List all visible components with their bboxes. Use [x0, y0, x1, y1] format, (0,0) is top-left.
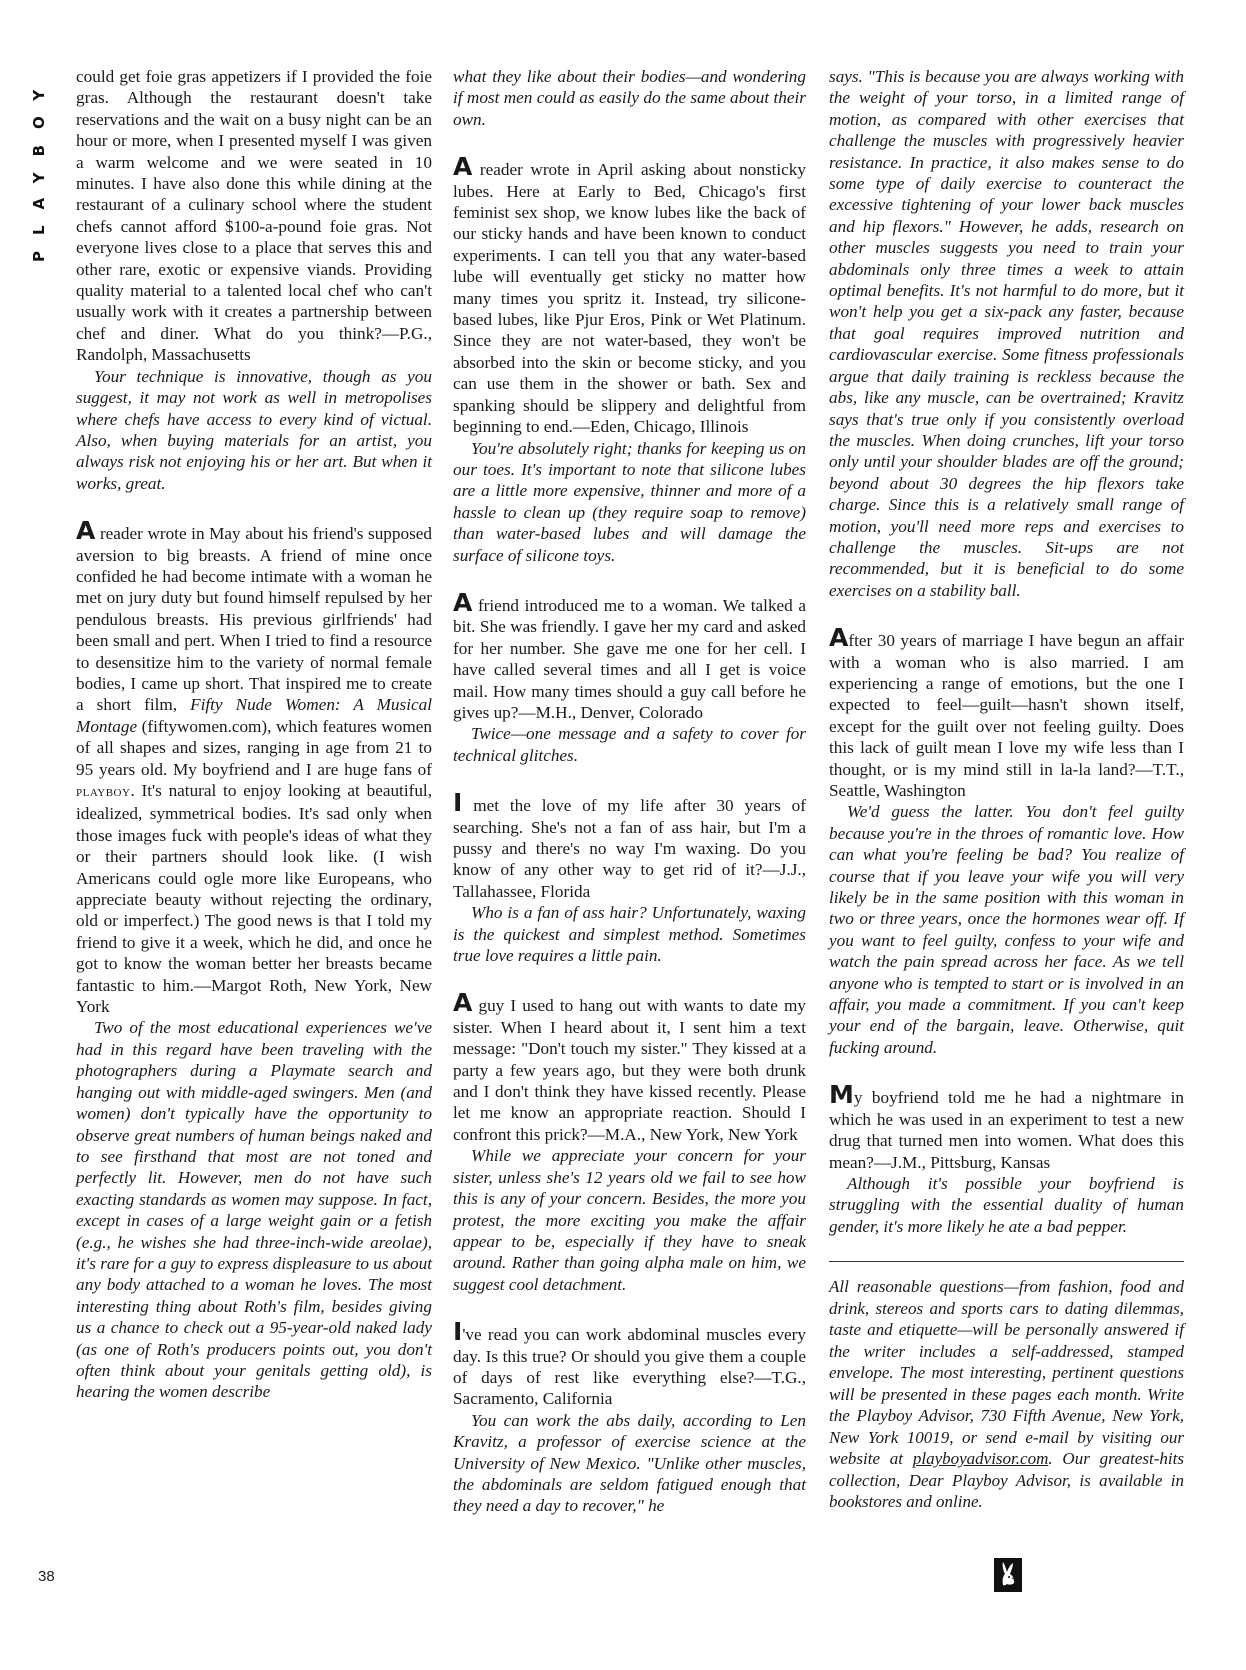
drop-cap: A [453, 587, 473, 617]
column-2 [453, 66, 806, 1517]
letter-paragraph: A reader wrote in April asking about nonsticky lubes. Here at Early to Bed, Chicago's first feminist sex shop, we know lubes like the back of our sticky hands and have been known to conduct experiments. I can tell you that any water-based lube will eventually get sticky no matter how many times you spritz it. Instead, try silicone-based lubes, like Pjur Eros, Pink or Wet Platinum. Since they are not water-based, they won't be absorbed into the skin or become sticky, and you can use them in the shower or bath. Sex and spanking should be slippery and delightful from beginning to end.—Eden, Chicago, Illinois [453, 152, 806, 437]
answer-paragraph: You can work the abs daily, according to Len Kravitz, a professor of exercise science at the University of New Mexico. "Unlike other muscles, the abdominals are seldom fatigued enough that they need a day to recover," he [453, 1410, 806, 1516]
answer-paragraph: says. "This is because you are always working with the weight of your torso, in a limited range of motion, as compared with other exercises that challenge the muscles with progressively heavier resistance. In practice, it also makes sense to do some type of daily exercise to counteract the excessive tightening of your lower back muscles and hip flexors." However, he adds, research on other muscles suggests you need to train your abdominals only three times a week to attain optimal benefits. It's not harmful to do more, but it won't help you get a six-pack any faster, because that goal requires improved nutrition and cardiovascular exercise. Some fitness professionals argue that daily training is reckless because the abs, like any muscle, can be overtrained; Kravitz says that's true only if you consistently overload the muscles. When doing crunches, lift your torso only until your shoulder blades are off the ground; beyond about 30 degrees the hip flexors take charge. Since this is a relatively small range of motion, you'll need more reps and exercises to challenge the muscles. Sit-ups are not recommended, but it is beneficial to do some exercises on a stability ball. [829, 67, 1184, 600]
side-brand: PLAYBOY [30, 73, 48, 263]
rabbit-head-icon [994, 1558, 1022, 1592]
magazine-name: playboy [76, 784, 131, 800]
film-title: Fifty Nude Women: A Musical Montage [76, 695, 432, 736]
letter-paragraph: A guy I used to hang out with wants to date my sister. When I heard about it, I sent him a text message: "Don't touch my sister." They kissed at a party a few years ago, but they were both drunk and I don't think they have kissed recently. Please let me know an appropriate reaction. Should I confront this prick?—M.A., New York, New York [453, 988, 806, 1144]
answer-paragraph: Two of the most educational experiences we've had in this regard have been traveling with the photographers during a Playmate search and hanging out with middle-aged swingers. Men (and women) don't typically have the opportunity to observe great numbers of human beings naked and to see firsthand that most are not toned and perfectly lit. However, men do not have such exacting standards as women may suppose. In fact, except in cases of a large weight gain or a fetish (e.g., he wishes she had three-inch-wide areolae), it's rare for a guy to express displeasure to us about any body attached to a woman he loves. The most interesting thing about Roth's film, besides giving us a chance to check out a 95-year-old naked lady (as one of Roth's producers points out, you don't often think about your genitals getting old), is hearing the women describe [76, 1018, 433, 1402]
advisor-note: All reasonable questions—from fashion, food and drink, stereos and sports cars to dating dilemmas, taste and etiquette—will be personally answered if the writer includes a self-addressed, stamped envelope. The most interesting, pertinent questions will be presented in these pages each month. Write the Playboy Advisor, 730 Fifth Avenue, New York, New York 10019, or send e-mail by visiting our website at playboyadvisor.com. Our greatest-hits collection, Dear Playboy Advisor, is available in bookstores and online. [829, 1261, 1184, 1513]
letter-paragraph: I met the love of my life after 30 years of searching. She's not a fan of ass hair, but I'm a pussy and there's no way I'm waxing. Do you know of any other way to get rid of it?—J.J., Tallahassee, Florida [453, 788, 806, 901]
answer-paragraph: While we appreciate your concern for your sister, unless she's 12 years old we fail to see how this is any of your concern. Besides, the more you protest, the more exciting you make the affair appear to be, especially if they have to sneak around. Rather than going alpha male on him, we suggest cool detachment. [453, 1146, 806, 1294]
letter-paragraph: My boyfriend told me he had a nightmare in which he was used in an experiment to test a new drug that turned men into women. What does this mean?—J.M., Pittsburg, Kansas [829, 1080, 1184, 1172]
answer-paragraph: We'd guess the latter. You don't feel guilty because you're in the throes of romantic love. How can what you're feeling be bad? You realize of course that if you leave your wife you will very likely be in the same position with this woman in two or three years, once the hormones wear off. If you want to feel guilty, confess to your wife and watch the pain spread across her face. As we tell anyone who is tempted to start or is involved in an affair, you made a commitment. If you can't keep your end of the bargain, leave. Otherwise, quit fucking around. [829, 802, 1184, 1057]
drop-cap: A [453, 988, 473, 1018]
answer-paragraph: Who is a fan of ass hair? Unfortunately, waxing is the quickest and simplest method. Sometimes true love requires a little pain. [453, 903, 806, 966]
letter-paragraph: A reader wrote in May about his friend's supposed aversion to big breasts. A friend of mine once confided he had become intimate with a woman he met on jury duty but found himself repulsed by her pendulous breasts. His previous girlfriends' had been small and pert. When I tried to find a resource to desensitize him to the variety of normal female bodies, I came up short. That inspired me to create a short film, Fifty Nude Women: A Musical Montage (fiftywomen.com), which features women of all shapes and sizes, ranging in age from 21 to 95 years old. My boyfriend and I are huge fans of playboy. It's natural to enjoy looking at beautiful, idealized, symmetrical bodies. It's sad only when those images fuck with people's ideas of what they or their partners should look like. (I wish Americans could ogle more like Europeans, who appreciate beauty without rejecting the ordinary, old or imperfect.) The good news is that I told my friend to give it a week, which he did, and once he got to know the woman better her breasts became fantastic to him.—Margot Roth, New York, New York [76, 516, 432, 1017]
answer-paragraph: Although it's possible your boyfriend is struggling with the essential duality of human gender, it's more likely he ate a bad pepper. [829, 1173, 1184, 1236]
answer-paragraph: Twice—one message and a safety to cover for technical glitches. [453, 724, 806, 765]
letter-paragraph: A friend introduced me to a woman. We talked a bit. She was friendly. I gave her my card and asked for her number. She gave me one for her cell. I have called several times and all I get is voice mail. How many times should a guy call before he gives up?—M.H., Denver, Colorado [453, 587, 806, 722]
column-1 [76, 66, 432, 1403]
column-3 [829, 66, 1184, 1513]
letter-paragraph: could get foie gras appetizers if I provided the foie gras. Although the restaurant doesn't take reservations and the wait on a busy night can be an hour or more, when I presented myself I was given a warm welcome and we were seated in 10 minutes. I have also done this while dining at the restaurant of a culinary school where the student chefs cannot afford $100-a-pound foie gras. Not everyone lives close to a place that serves this and other rare, exotic or expensive viands. Providing quality material to a talented local chef who can't usually work with it creates a partnership between chef and diner. What do you think?—P.G., Randolph, Massachusetts [76, 67, 432, 365]
answer-paragraph: Your technique is innovative, though as you suggest, it may not work as well in metropolises where chefs have access to every kind of victual. Also, when buying materials for an artist, you always risk not enjoying his or her art. But when it works, great. [76, 366, 432, 493]
drop-cap: A [453, 152, 473, 182]
answer-paragraph: what they like about their bodies—and wondering if most men could as easily do the same about their own. [453, 67, 806, 129]
drop-cap: M [829, 1080, 854, 1110]
website-link[interactable]: playboyadvisor.com [912, 1449, 1049, 1469]
letter-paragraph: After 30 years of marriage I have begun an affair with a woman who is also married. I am experiencing a range of emotions, but the one I expected to feel—guilt—hasn't shown itself, except for the guilt over not feeling guilty. Does this lack of guilt mean I love my wife less than I thought, or is my mind still in la-la land?—T.T., Seattle, Washington [829, 623, 1184, 800]
drop-cap: I [453, 1317, 463, 1347]
drop-cap: A [76, 516, 96, 546]
drop-cap: I [453, 788, 463, 818]
answer-paragraph: You're absolutely right; thanks for keeping us on our toes. It's important to note that silicone lubes are a little more expensive, thinner and more of a hassle to clean up (they require soap to remove) than water-based lubes and will damage the surface of silicone toys. [453, 438, 806, 565]
drop-cap: A [829, 623, 849, 653]
page-number: 38 [38, 1568, 55, 1585]
letter-paragraph: I've read you can work abdominal muscles every day. Is this true? Or should you give them a couple of days of rest like everything else?—T.G., Sacramento, California [453, 1317, 806, 1409]
